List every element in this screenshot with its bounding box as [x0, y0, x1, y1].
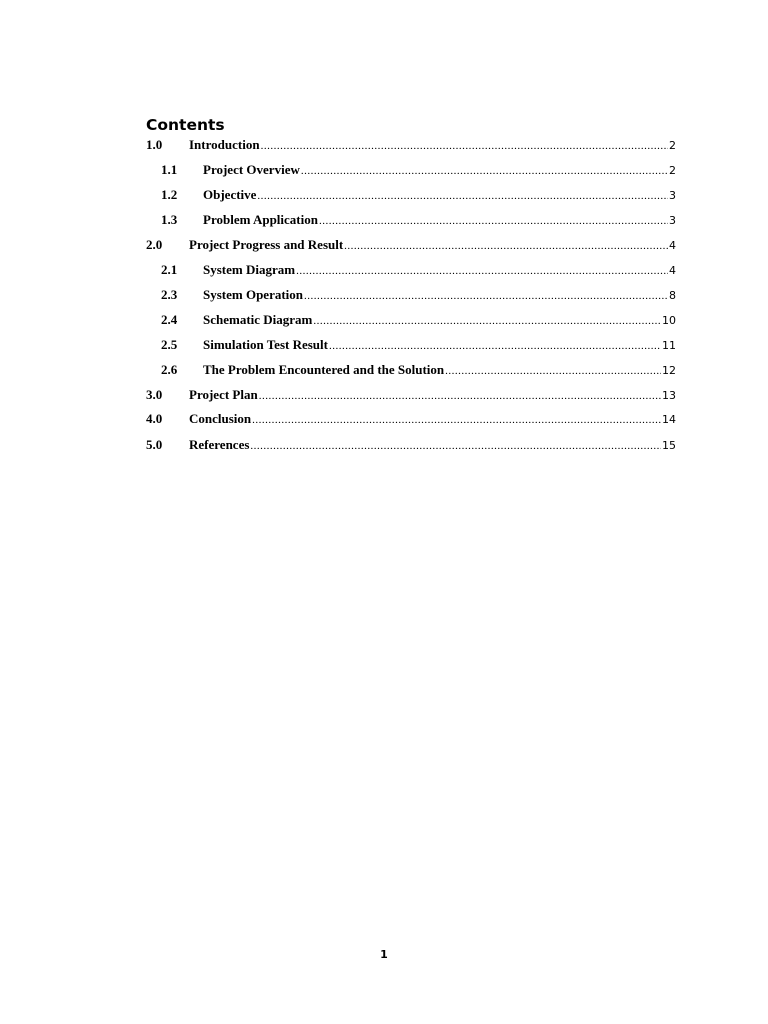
toc-entry-page: 11 — [662, 339, 676, 352]
toc-entry-page: 3 — [669, 189, 676, 202]
toc-entry-schematic-diagram[interactable] — [146, 310, 676, 330]
toc-dot-leader — [261, 136, 668, 156]
toc-entry-label: Conclusion — [189, 411, 252, 426]
toc-entry-number: 2.3 — [161, 287, 178, 302]
toc-dot-leader — [250, 436, 661, 456]
toc-entry-page: 10 — [662, 314, 676, 327]
page-number: 1 — [380, 948, 388, 961]
toc-entry-project-overview[interactable] — [146, 160, 676, 180]
toc-entry-page: 15 — [662, 439, 676, 452]
toc-dot-leader — [259, 386, 661, 406]
toc-entry-label: Project Overview — [203, 162, 300, 177]
toc-entry-page: 14 — [662, 413, 676, 426]
toc-entry-label: Simulation Test Result — [203, 337, 328, 352]
toc-entry-page: 13 — [662, 389, 676, 402]
toc-entry-number: 2.1 — [161, 262, 178, 277]
toc-dot-leader — [445, 361, 661, 381]
toc-entry-number: 2.4 — [161, 312, 178, 327]
toc-entry-number: 2.5 — [161, 337, 178, 352]
toc-entry-number: 1.3 — [161, 212, 178, 227]
toc-entry-problem-application[interactable] — [146, 210, 676, 230]
toc-entry-label: Project Progress and Result — [189, 237, 344, 252]
toc-entry-page: 4 — [669, 264, 676, 277]
toc-entry-page: 2 — [669, 164, 676, 177]
toc-entry-label: The Problem Encountered and the Solution — [203, 362, 445, 377]
toc-dot-leader — [313, 311, 661, 331]
toc-entry-number: 2.0 — [146, 237, 163, 252]
toc-entry-label: Project Plan — [189, 387, 258, 402]
toc-entry-number: 1.1 — [161, 162, 178, 177]
toc-entry-label: References — [189, 437, 250, 452]
toc-entry-page: 4 — [669, 239, 676, 252]
toc-entry-label: System Operation — [203, 287, 304, 302]
toc-dot-leader — [329, 336, 661, 356]
toc-entry-number: 1.0 — [146, 137, 163, 152]
toc-entry-label: Problem Application — [203, 212, 318, 227]
toc-entry-number: 5.0 — [146, 437, 163, 452]
toc-dot-leader — [344, 236, 668, 256]
toc-dot-leader — [257, 186, 668, 206]
toc-entry-project-plan[interactable] — [146, 385, 676, 405]
toc-entry-number: 2.6 — [161, 362, 178, 377]
toc-entry-project-progress[interactable] — [146, 235, 676, 255]
toc-entry-objective[interactable] — [146, 185, 676, 205]
toc-entry-page: 12 — [662, 364, 676, 377]
toc-entry-number: 4.0 — [146, 411, 163, 426]
toc-entry-problem-and-solution[interactable] — [146, 360, 676, 380]
toc-entry-label: System Diagram — [203, 262, 296, 277]
toc-entry-references[interactable] — [146, 435, 676, 455]
toc-entry-page: 2 — [669, 139, 676, 152]
toc-entry-number: 1.2 — [161, 187, 178, 202]
toc-entry-conclusion[interactable] — [146, 409, 676, 429]
toc-dot-leader — [319, 211, 668, 231]
toc-entry-system-operation[interactable] — [146, 285, 676, 305]
toc-dot-leader — [252, 410, 661, 430]
toc-entry-page: 8 — [669, 289, 676, 302]
toc-dot-leader — [304, 286, 668, 306]
toc-dot-leader — [296, 261, 668, 281]
toc-entry-label: Introduction — [189, 137, 260, 152]
toc-dot-leader — [301, 161, 668, 181]
toc-entry-system-diagram[interactable] — [146, 260, 676, 280]
toc-entry-page: 3 — [669, 214, 676, 227]
toc-entry-label: Objective — [203, 187, 257, 202]
toc-entry-number: 3.0 — [146, 387, 163, 402]
page-title: Contents — [146, 116, 225, 134]
toc-entry-simulation-test-result[interactable] — [146, 335, 676, 355]
toc-entry-label: Schematic Diagram — [203, 312, 313, 327]
toc-entry-introduction[interactable] — [146, 135, 676, 155]
